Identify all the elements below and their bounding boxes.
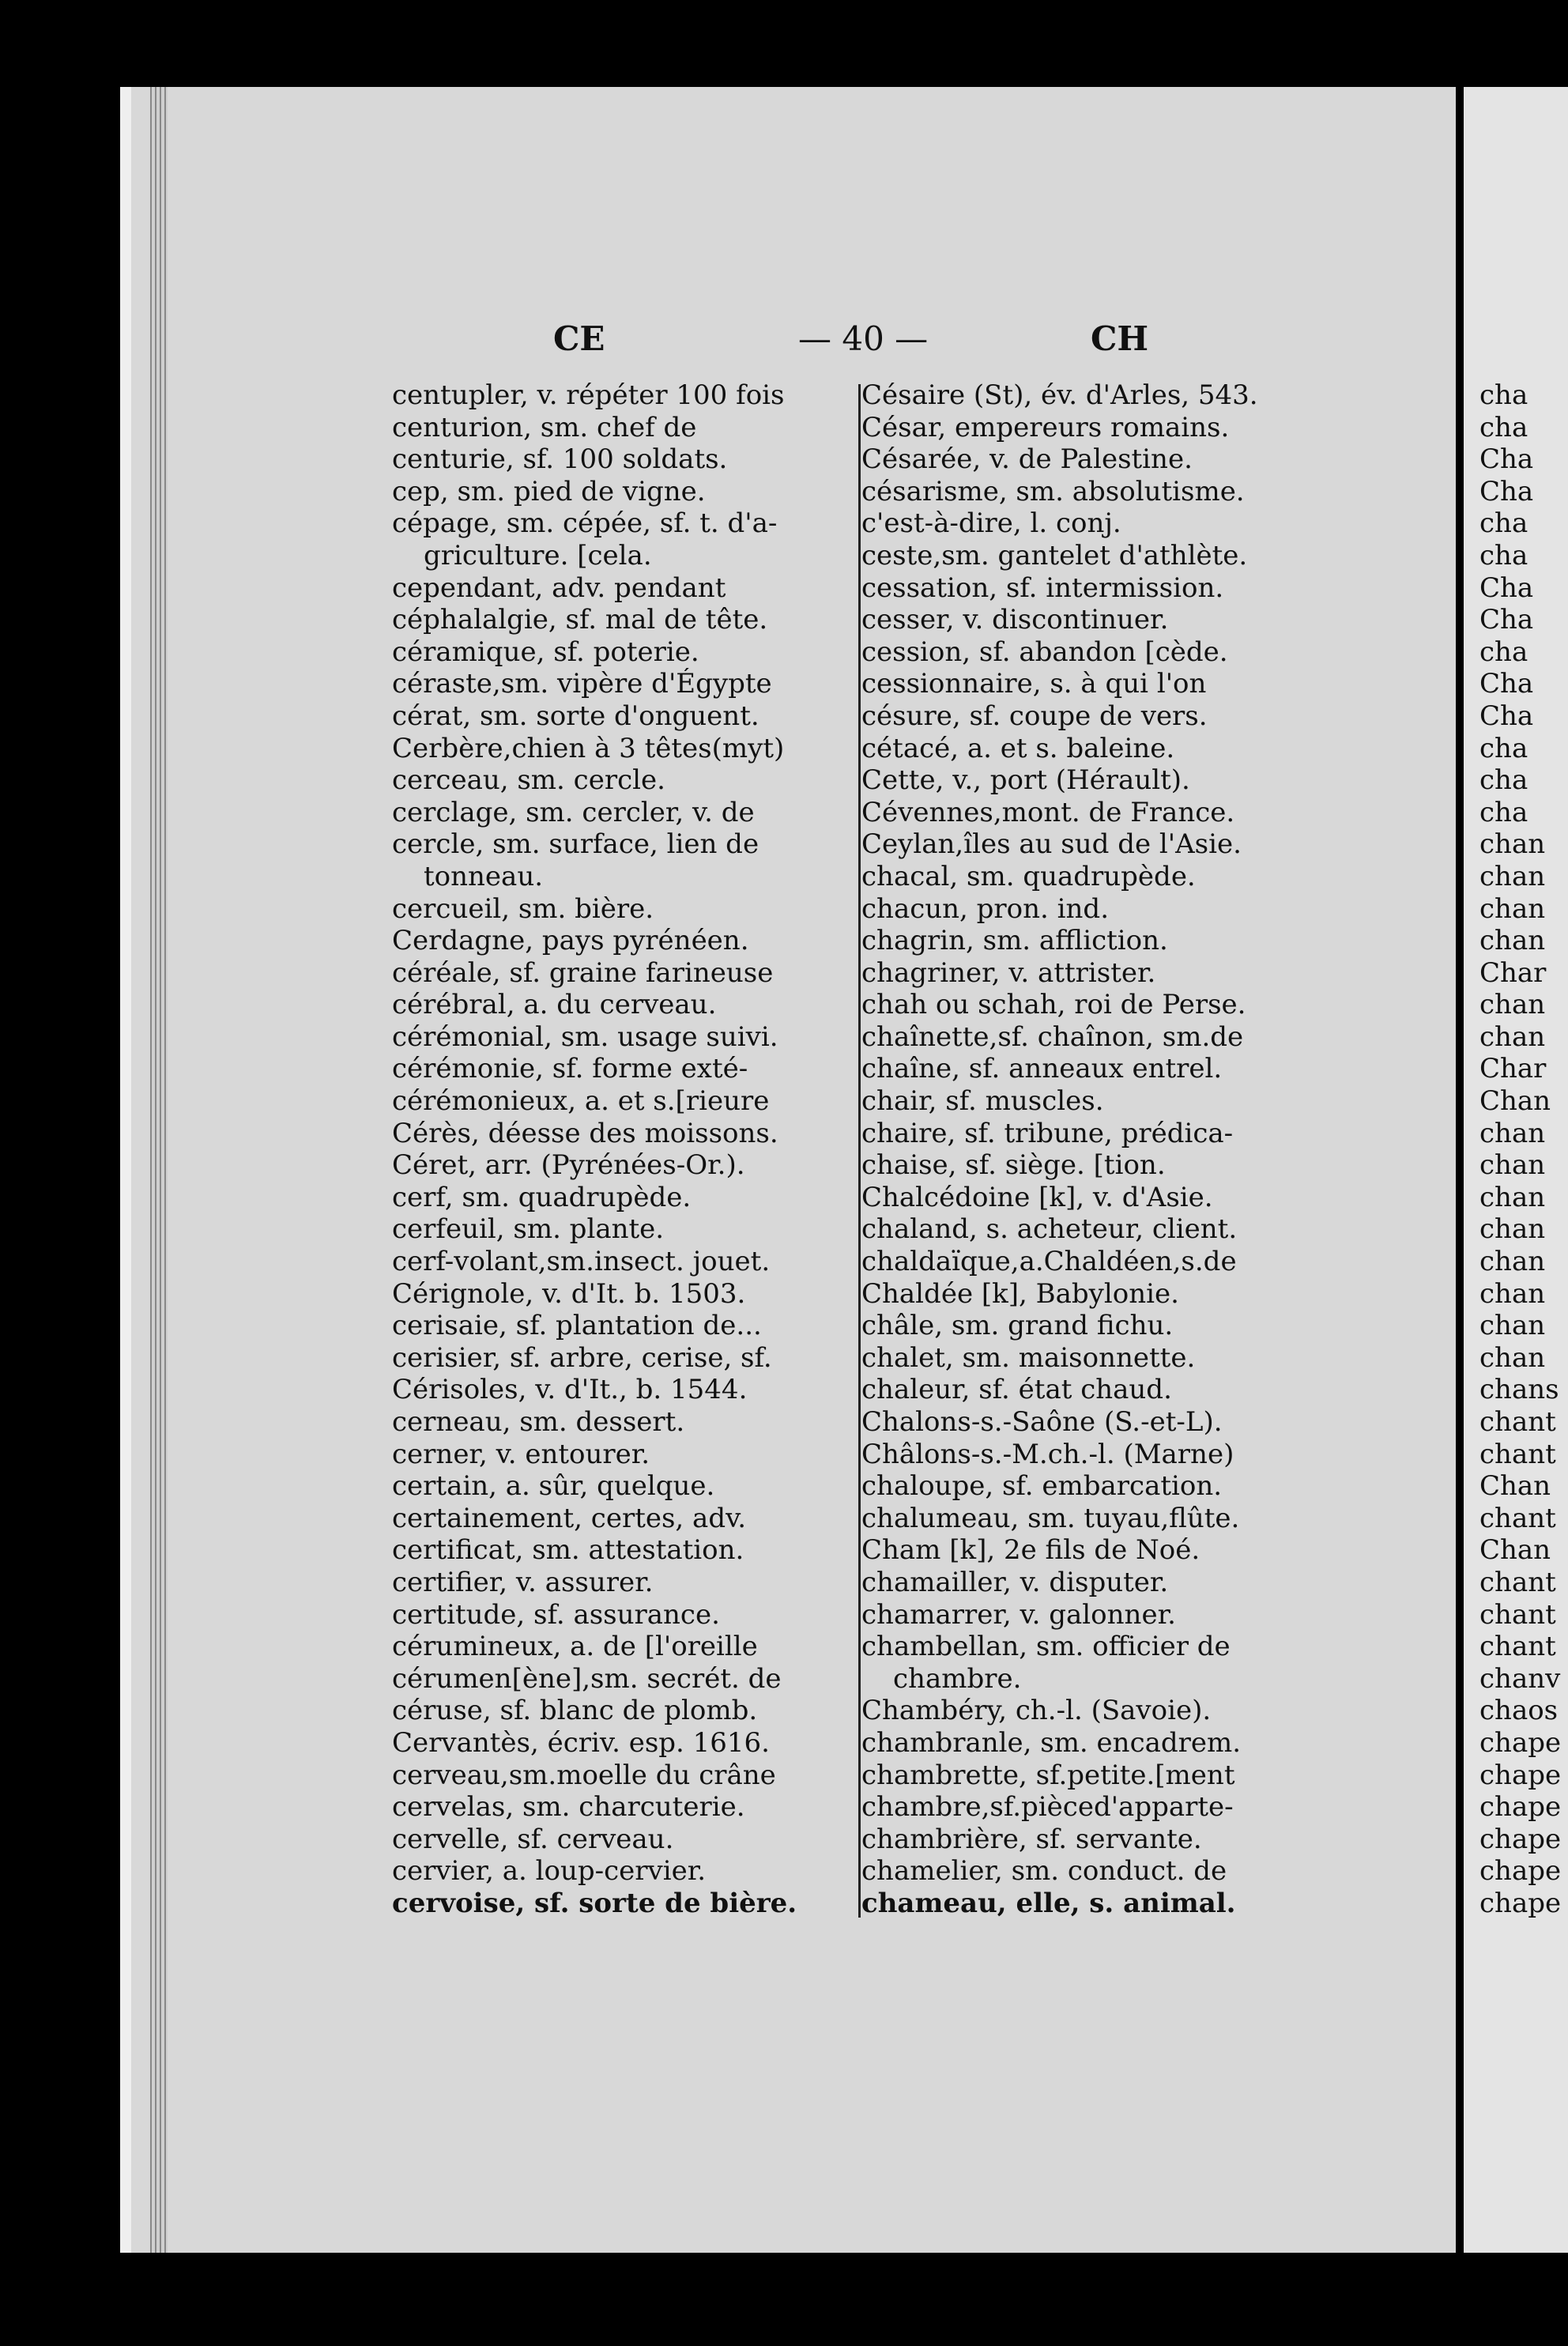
dictionary-entry: Chalcédoine [k], v. d'Asie.	[861, 1181, 1213, 1213]
dictionary-entry: cervelas, sm. charcuterie.	[392, 1791, 745, 1824]
dictionary-entry: cerisaie, sf. plantation de...	[392, 1310, 762, 1342]
dictionary-entry: chan	[1479, 1181, 1546, 1213]
dictionary-entry: cessionnaire, s. à qui l'on	[861, 668, 1207, 700]
dictionary-entry: cerveau,sm.moelle du crâne	[392, 1759, 776, 1791]
dictionary-entry: chagrin, sm. affliction.	[861, 925, 1168, 957]
dictionary-entry: céruse, sf. blanc de plomb.	[392, 1695, 758, 1727]
dictionary-entry: chan	[1479, 1117, 1546, 1149]
dictionary-entry: chaîne, sf. anneaux entrel.	[861, 1053, 1223, 1085]
dictionary-entry: chan	[1479, 1246, 1546, 1278]
dictionary-entry: chant	[1479, 1566, 1556, 1598]
dictionary-entry: Cette, v., port (Hérault).	[861, 764, 1190, 797]
dictionary-entry: chamailler, v. disputer.	[861, 1566, 1169, 1598]
dictionary-entry: chambrière, sf. servante.	[861, 1823, 1202, 1855]
dictionary-entry: cépage, sm. cépée, sf. t. d'a-	[392, 507, 778, 540]
dictionary-entry: cha	[1479, 796, 1528, 828]
dictionary-entry: certitude, sf. assurance.	[392, 1598, 720, 1631]
dictionary-entry: chaos	[1479, 1695, 1559, 1727]
header-right: CH	[1091, 319, 1149, 358]
page-header	[0, 319, 1568, 367]
dictionary-entry: Cha	[1479, 604, 1534, 636]
dictionary-entry: chaire, sf. tribune, prédica-	[861, 1117, 1234, 1149]
dictionary-entry: Cérès, déesse des moissons.	[392, 1117, 778, 1149]
dictionary-entry: Cérignole, v. d'It. b. 1503.	[392, 1277, 746, 1310]
dictionary-entry: chape	[1479, 1791, 1562, 1824]
dictionary-entry: chaleur, sf. état chaud.	[861, 1374, 1172, 1406]
dictionary-entry: chans	[1479, 1374, 1559, 1406]
next-page-column	[1479, 379, 1568, 1920]
dictionary-entry: céraste,sm. vipère d'Égypte	[392, 668, 772, 700]
dictionary-entry: Céret, arr. (Pyrénées-Or.).	[392, 1149, 745, 1182]
dictionary-entry: Cha	[1479, 700, 1534, 732]
dictionary-entry: césure, sf. coupe de vers.	[861, 700, 1208, 732]
dictionary-entry: cerf, sm. quadrupède.	[392, 1181, 692, 1213]
dictionary-entry: Cerdagne, pays pyrénéen.	[392, 925, 749, 957]
dictionary-entry: certificat, sm. attestation.	[392, 1534, 744, 1567]
dictionary-entry: cerclage, sm. cercler, v. de	[392, 796, 755, 828]
dictionary-entry: chan	[1479, 1213, 1546, 1246]
dictionary-entry: c'est-à-dire, l. conj.	[861, 507, 1121, 540]
dictionary-entry: centurie, sf. 100 soldats.	[392, 443, 728, 476]
dictionary-entry: Ceylan,îles au sud de l'Asie.	[861, 828, 1242, 861]
dictionary-entry: ceste,sm. gantelet d'athlète.	[861, 539, 1248, 571]
dictionary-entry: Cha	[1479, 443, 1534, 476]
dictionary-entry: chape	[1479, 1887, 1562, 1919]
dictionary-entry: césarisme, sm. absolutisme.	[861, 475, 1245, 507]
dictionary-entry: chaloupe, sf. embarcation.	[861, 1470, 1223, 1503]
page-number: — 40 —	[798, 319, 929, 358]
dictionary-entry: cerneau, sm. dessert.	[392, 1406, 685, 1438]
dictionary-entry: Cervantès, écriv. esp. 1616.	[392, 1726, 770, 1759]
page-edges	[150, 87, 168, 2253]
dictionary-entry: chan	[1479, 989, 1546, 1021]
dictionary-entry: centurion, sm. chef de	[392, 411, 697, 443]
dictionary-entry: cervelle, sf. cerveau.	[392, 1823, 674, 1855]
dictionary-entry: chant	[1479, 1438, 1556, 1470]
dictionary-entry: chape	[1479, 1726, 1562, 1759]
dictionary-entry: chamarrer, v. galonner.	[861, 1598, 1176, 1631]
dictionary-entry: Chaldée [k], Babylonie.	[861, 1277, 1179, 1310]
dictionary-entry: certain, a. sûr, quelque.	[392, 1470, 715, 1503]
dictionary-entry: cérat, sm. sorte d'onguent.	[392, 700, 760, 732]
dictionary-entry: Char	[1479, 956, 1547, 989]
dictionary-entry: cérémonie, sf. forme exté-	[392, 1053, 748, 1085]
dictionary-entry: chan	[1479, 892, 1546, 925]
dictionary-entry: cessation, sf. intermission.	[861, 571, 1224, 604]
dictionary-entry: cérémonial, sm. usage suivi.	[392, 1020, 778, 1053]
dictionary-entry: chanv	[1479, 1662, 1561, 1695]
dictionary-entry: César, empereurs romains.	[861, 411, 1230, 443]
dictionary-entry: griculture. [cela.	[424, 539, 652, 571]
dictionary-entry: chair, sf. muscles.	[861, 1085, 1104, 1118]
dictionary-entry: chambrette, sf.petite.[ment	[861, 1759, 1235, 1791]
dictionary-entry: cesser, v. discontinuer.	[861, 604, 1169, 636]
dictionary-entry: céréale, sf. graine farineuse	[392, 956, 774, 989]
dictionary-entry: cependant, adv. pendant	[392, 571, 726, 604]
dictionary-entry: chape	[1479, 1823, 1562, 1855]
dictionary-entry: chameau, elle, s. animal.	[861, 1887, 1236, 1919]
dictionary-entry: certainement, certes, adv.	[392, 1502, 747, 1534]
dictionary-entry: cervier, a. loup-cervier.	[392, 1855, 707, 1888]
dictionary-entry: Chan	[1479, 1470, 1551, 1503]
dictionary-entry: chant	[1479, 1406, 1556, 1438]
dictionary-entry: tonneau.	[424, 860, 544, 892]
dictionary-entry: chacal, sm. quadrupède.	[861, 860, 1196, 892]
dictionary-entry: chan	[1479, 1310, 1546, 1342]
dictionary-entry: Cévennes,mont. de France.	[861, 796, 1235, 828]
dictionary-entry: céphalalgie, sf. mal de tête.	[392, 604, 768, 636]
dictionary-entry: chape	[1479, 1855, 1562, 1888]
dictionary-entry: chambranle, sm. encadrem.	[861, 1726, 1242, 1759]
dictionary-entry: cérumen[ène],sm. secrét. de	[392, 1662, 782, 1695]
dictionary-entry: cérumineux, a. de [l'oreille	[392, 1631, 758, 1663]
dictionary-entry: châle, sm. grand fichu.	[861, 1310, 1174, 1342]
dictionary-entry: chaînette,sf. chaînon, sm.de	[861, 1020, 1244, 1053]
dictionary-entry: cerf-volant,sm.insect. jouet.	[392, 1246, 771, 1278]
dictionary-entry: chan	[1479, 1277, 1546, 1310]
dictionary-entry: chamelier, sm. conduct. de	[861, 1855, 1227, 1888]
dictionary-entry: chambre.	[893, 1662, 1022, 1695]
header-left: CE	[553, 319, 605, 358]
dictionary-entry: chambre,sf.pièced'apparte-	[861, 1791, 1234, 1824]
dictionary-entry: chant	[1479, 1631, 1556, 1663]
dictionary-entry: certifier, v. assurer.	[392, 1566, 654, 1598]
dictionary-entry: chacun, pron. ind.	[861, 892, 1110, 925]
dictionary-entry: chan	[1479, 828, 1546, 861]
dictionary-entry: Cha	[1479, 475, 1534, 507]
dictionary-entry: chambellan, sm. officier de	[861, 1631, 1231, 1663]
dictionary-entry: chaland, s. acheteur, client.	[861, 1213, 1238, 1246]
dictionary-entry: cha	[1479, 507, 1528, 540]
dictionary-entry: chant	[1479, 1502, 1556, 1534]
dictionary-entry: cep, sm. pied de vigne.	[392, 475, 706, 507]
dictionary-entry: chalet, sm. maisonnette.	[861, 1341, 1196, 1374]
dictionary-entry: cerfeuil, sm. plante.	[392, 1213, 665, 1246]
dictionary-entry: cha	[1479, 764, 1528, 797]
dictionary-entry: cercueil, sm. bière.	[392, 892, 654, 925]
dictionary-entry: cha	[1479, 411, 1528, 443]
dictionary-entry: Chalons-s.-Saône (S.-et-L).	[861, 1406, 1223, 1438]
dictionary-entry: chalumeau, sm. tuyau,flûte.	[861, 1502, 1240, 1534]
dictionary-entry: chaise, sf. siège. [tion.	[861, 1149, 1166, 1182]
dictionary-entry: chan	[1479, 925, 1546, 957]
dictionary-entry: chan	[1479, 1149, 1546, 1182]
dictionary-entry: Césaire (St), év. d'Arles, 543.	[861, 379, 1258, 411]
dictionary-entry: Chan	[1479, 1085, 1551, 1118]
right-column	[861, 379, 1336, 1920]
dictionary-entry: chant	[1479, 1598, 1556, 1631]
dictionary-entry: cétacé, a. et s. baleine.	[861, 732, 1175, 764]
dictionary-entry: cerner, v. entourer.	[392, 1438, 650, 1470]
dictionary-entry: Césarée, v. de Palestine.	[861, 443, 1193, 476]
dictionary-entry: cérébral, a. du cerveau.	[392, 989, 717, 1021]
dictionary-entry: Chambéry, ch.-l. (Savoie).	[861, 1695, 1212, 1727]
dictionary-entry: chagriner, v. attrister.	[861, 956, 1156, 989]
dictionary-entry: centupler, v. répéter 100 fois	[392, 379, 785, 411]
dictionary-entry: cha	[1479, 636, 1528, 668]
dictionary-entry: Chan	[1479, 1534, 1551, 1567]
dictionary-entry: Cérisoles, v. d'It., b. 1544.	[392, 1374, 748, 1406]
dictionary-entry: cercle, sm. surface, lien de	[392, 828, 760, 861]
dictionary-entry: chan	[1479, 860, 1546, 892]
dictionary-entry: cha	[1479, 379, 1528, 411]
dictionary-entry: Cha	[1479, 668, 1534, 700]
dictionary-entry: chah ou schah, roi de Perse.	[861, 989, 1246, 1021]
dictionary-entry: cha	[1479, 732, 1528, 764]
dictionary-entry: chape	[1479, 1759, 1562, 1791]
dictionary-entry: chan	[1479, 1341, 1546, 1374]
dictionary-entry: cerisier, sf. arbre, cerise, sf.	[392, 1341, 772, 1374]
dictionary-entry: Cerbère,chien à 3 têtes(myt)	[392, 732, 785, 764]
dictionary-entry: cérémonieux, a. et s.[rieure	[392, 1085, 770, 1118]
dictionary-entry: Cham [k], 2e fils de Noé.	[861, 1534, 1200, 1567]
dictionary-entry: cession, sf. abandon [cède.	[861, 636, 1228, 668]
dictionary-entry: céramique, sf. poterie.	[392, 636, 699, 668]
column-divider	[858, 384, 861, 1918]
dictionary-entry: Cha	[1479, 571, 1534, 604]
dictionary-entry: chaldaïque,a.Chaldéen,s.de	[861, 1246, 1237, 1278]
left-column	[392, 379, 858, 1920]
dictionary-entry: cervoise, sf. sorte de bière.	[392, 1887, 797, 1919]
dictionary-entry: chan	[1479, 1020, 1546, 1053]
dictionary-entry: Char	[1479, 1053, 1547, 1085]
dictionary-entry: cha	[1479, 539, 1528, 571]
dictionary-entry: Châlons-s.-M.ch.-l. (Marne)	[861, 1438, 1234, 1470]
dictionary-entry: cerceau, sm. cercle.	[392, 764, 665, 797]
